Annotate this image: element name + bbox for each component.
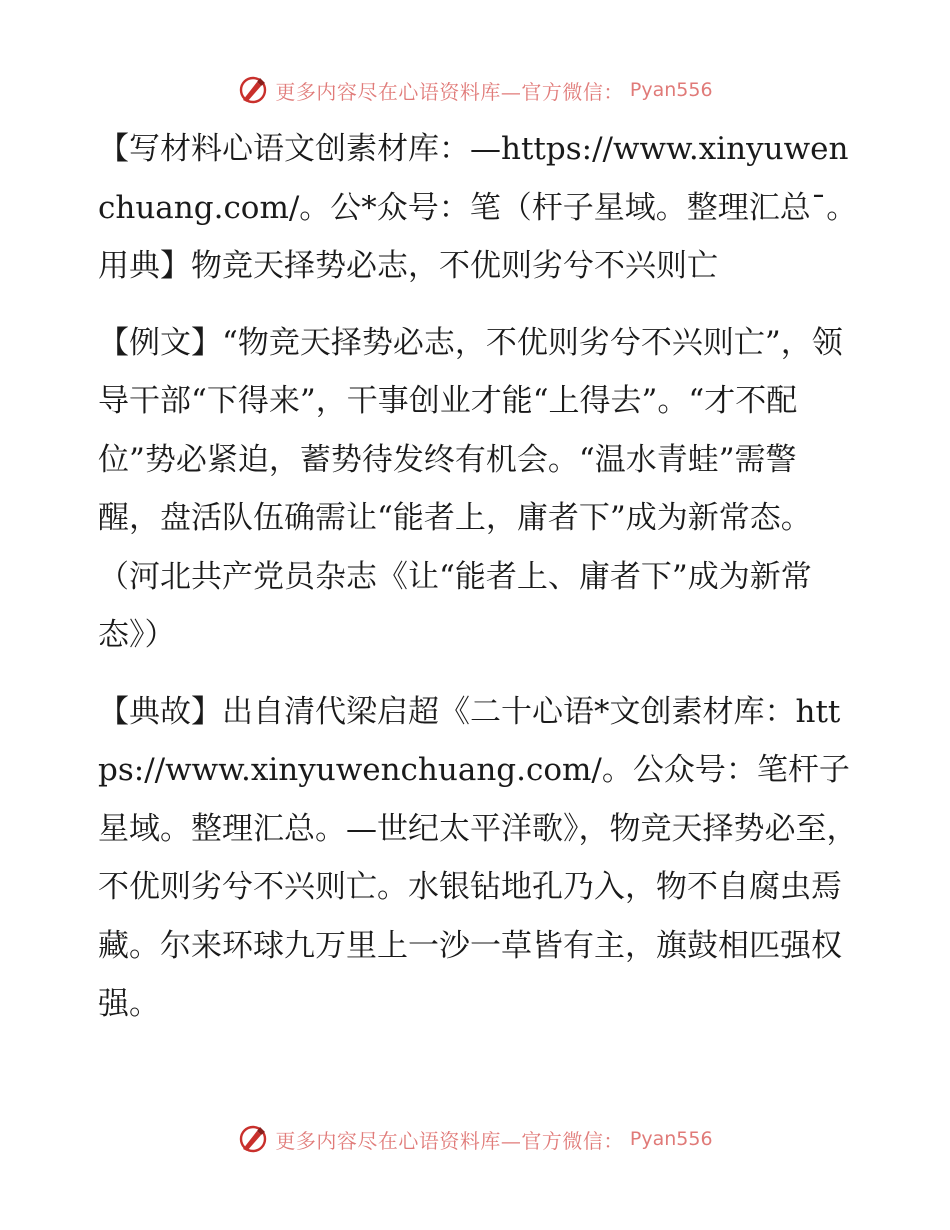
pen-logo-icon [237, 1123, 269, 1155]
footer-banner [0, 1121, 950, 1157]
banner-text: 更多内容尽在心语资料库—官方微信： [275, 1128, 624, 1153]
paragraph-allusion-intro: 【写材料心语文创素材库：—https://www.xinyuwenchuang.com/。公*众号：笔（杆子星域。整理汇总¯。用典】物竞天择势必志，不优则劣兮不兴则亡 [98, 131, 858, 284]
banner-text: 更多内容尽在心语资料库—官方微信： [275, 79, 624, 104]
document-body [98, 120, 858, 1052]
pen-logo-icon [237, 74, 269, 106]
paragraph-source: 【典故】出自清代梁启超《二十心语*文创素材库：https://www.xinyuwenchuang.com/。公众号：笔杆子星域。整理汇总。—世纪太平洋歌》，物竞天择势必至，不优则劣兮不兴则亡。水银钻地孔乃入，物不自腐虫焉藏。尔来环球九万里上一沙一草皆有主，旗鼓相匹强权强。 [98, 693, 858, 1022]
paragraph-example: 【例文】“物竞天择势必志，不优则劣兮不兴则亡”，领导干部“下得来”，干事创业才能“上得去”。“才不配位”势必紧迫，蓄势待发终有机会。“温水青蛙”需警醒，盘活队伍确需让“能者上，庸者下”成为新常态。（河北共产党员杂志《让“能者上、庸者下”成为新常态》） [98, 324, 843, 653]
banner-wechat-id: Pyan556 [629, 1128, 713, 1150]
header-banner [0, 72, 950, 108]
banner-wechat-id: Pyan556 [629, 79, 713, 101]
